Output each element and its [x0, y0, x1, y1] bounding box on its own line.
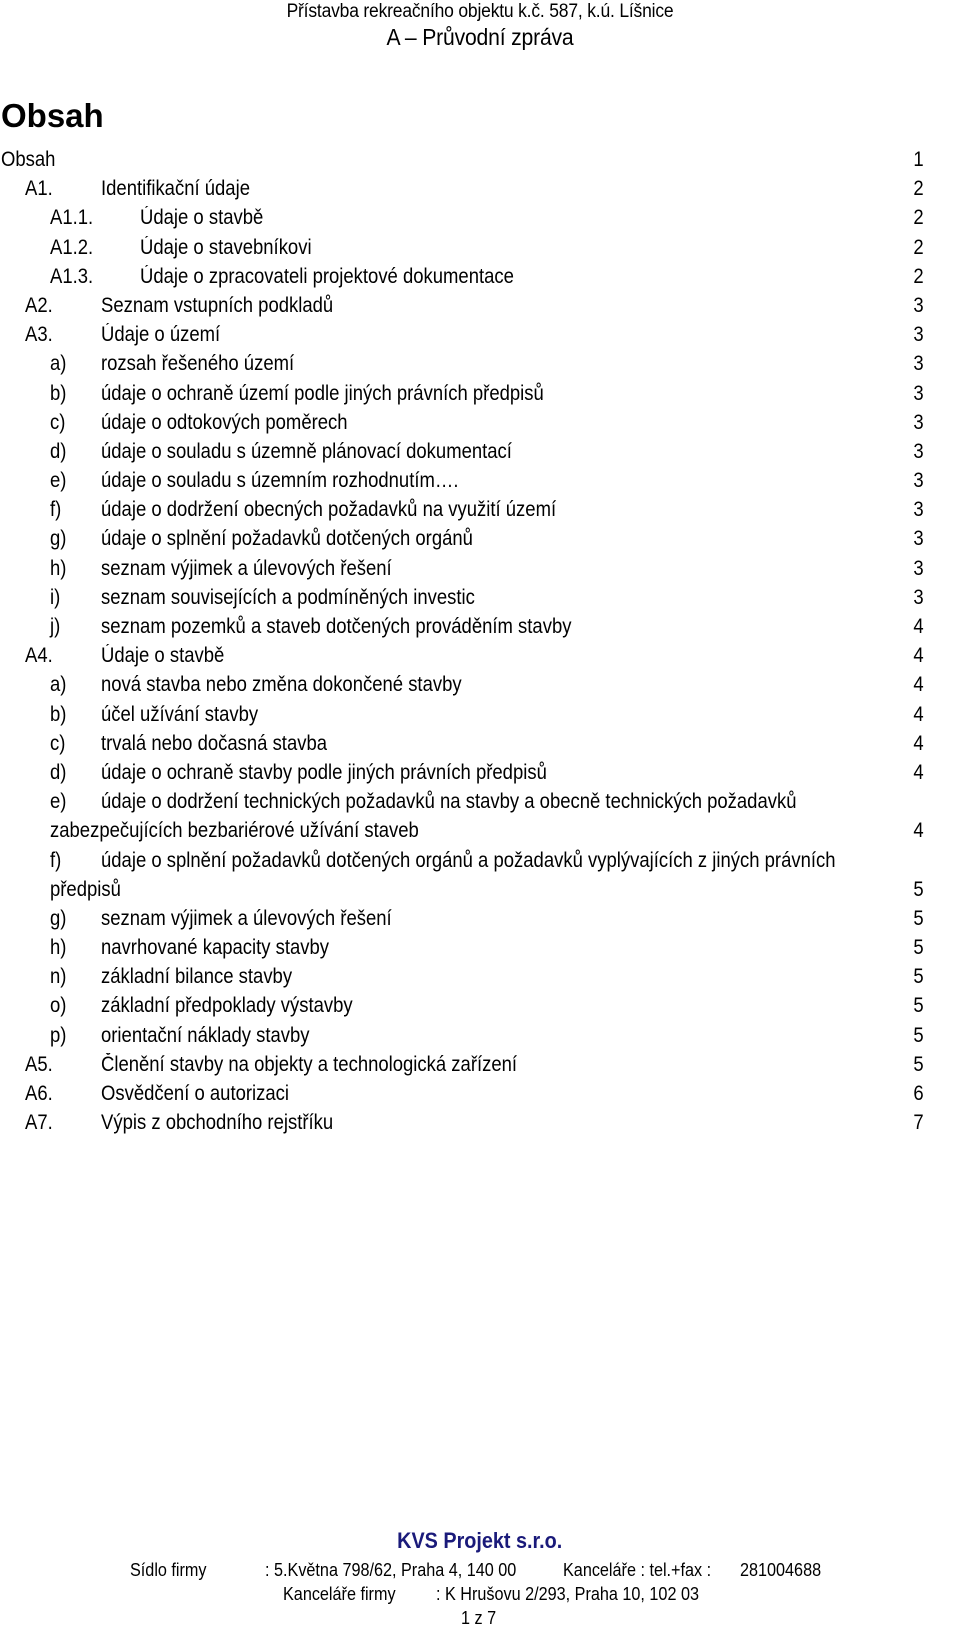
- toc-entry: [0, 991, 960, 1020]
- page-number: 1 z 7: [461, 1608, 497, 1628]
- toc-entry: [0, 174, 960, 203]
- toc-entry-title: předpisů: [50, 877, 121, 901]
- toc-entry: [0, 466, 960, 495]
- toc-entry-page: 3: [913, 293, 924, 317]
- toc-entry: [0, 583, 960, 612]
- toc-entry-number: e): [50, 469, 67, 493]
- toc-entry-title: Údaje o zpracovateli projektové dokumentace: [140, 264, 514, 288]
- footer-office-phone: 281004688: [740, 1560, 822, 1580]
- toc-entry: [0, 904, 960, 933]
- toc-entry-number: A1.: [25, 177, 53, 201]
- toc-entry: [0, 495, 960, 524]
- toc-entry-page: 4: [913, 615, 924, 638]
- toc-entry-page: 3: [913, 410, 924, 434]
- toc-entry: [0, 670, 960, 699]
- toc-entry-page: 4: [913, 644, 924, 668]
- toc-entry: [0, 233, 960, 262]
- toc-entry-title: údaje o souladu s územním rozhodnutím….: [101, 469, 459, 493]
- toc-entry: [0, 612, 960, 641]
- toc-entry: [0, 524, 960, 553]
- toc-entry-title: Členění stavby na objekty a technologická zařízení: [101, 1052, 518, 1076]
- toc-entry-page: 5: [913, 994, 924, 1018]
- toc-entry-number: c): [50, 731, 66, 755]
- toc-entry: [0, 1108, 960, 1137]
- footer-office-label: Kanceláře firmy: [283, 1584, 396, 1604]
- toc-entry-number: a): [50, 673, 67, 697]
- toc-entry: [0, 408, 960, 437]
- toc-entry-title: Údaje o území: [101, 323, 221, 347]
- toc-entry-page: 5: [913, 906, 924, 930]
- toc-entry: [0, 379, 960, 408]
- toc-entry-number: f): [50, 498, 62, 522]
- toc-entry: [0, 1021, 960, 1050]
- toc-entry: [0, 291, 960, 320]
- toc-entry-number: A6.: [25, 1082, 53, 1105]
- toc-entry-page: 2: [913, 235, 924, 259]
- toc-entry: [0, 203, 960, 232]
- toc-entry-number: g): [50, 906, 67, 930]
- toc-entry: [0, 641, 960, 670]
- toc-entry-number: A4.: [25, 644, 53, 668]
- toc-entry-page: 3: [913, 439, 924, 463]
- toc-entry-title: údaje o splnění požadavků dotčených orgánů: [101, 527, 473, 551]
- page-title: Obsah: [1, 97, 104, 134]
- toc-entry-number: h): [50, 936, 67, 960]
- toc-entry-page: 1: [913, 148, 924, 171]
- toc-entry-number: g): [50, 527, 67, 551]
- toc-entry-page: 2: [913, 264, 924, 288]
- footer-seat-address: : 5.Května 798/62, Praha 4, 140 00: [265, 1560, 517, 1580]
- toc-entry-title: účel užívání stavby: [101, 702, 259, 726]
- toc-entry-number: h): [50, 556, 67, 580]
- toc-entry-number: A1.1.: [50, 206, 94, 230]
- toc-entry-page: 7: [913, 1111, 924, 1135]
- toc-entry-page: 3: [913, 585, 924, 609]
- toc-entry-title: Výpis z obchodního rejstříku: [101, 1111, 334, 1135]
- toc-entry-title: Seznam vstupních podkladů: [101, 293, 334, 317]
- toc-entry-number: d): [50, 760, 67, 784]
- toc-entry-title: údaje o ochraně stavby podle jiných právních předpisů: [101, 760, 547, 784]
- toc-entry-page: 4: [913, 731, 924, 755]
- toc-entry-title: údaje o splnění požadavků dotčených orgánů a požadavků vyplývajících z jiných právních: [101, 848, 836, 872]
- toc-entry-number: n): [50, 965, 67, 989]
- toc-entry-number: A1.3.: [50, 264, 94, 288]
- toc-entry: [0, 145, 960, 174]
- toc-entry-title: seznam výjimek a úlevových řešení: [101, 556, 392, 580]
- toc-entry-title: Údaje o stavebníkovi: [140, 235, 312, 259]
- toc-entry: [0, 1050, 960, 1079]
- toc-entry-number: f): [50, 848, 62, 872]
- toc-entry-page: 3: [913, 323, 924, 347]
- toc-entry: [0, 320, 960, 349]
- toc-entry-title: seznam pozemků a staveb dotčených prováděním stavby: [101, 615, 572, 638]
- toc-entry-title: údaje o odtokových poměrech: [101, 410, 348, 434]
- toc-entry: [0, 700, 960, 729]
- toc-entry-title: Osvědčení o autorizaci: [101, 1082, 289, 1105]
- toc-entry: [0, 787, 960, 816]
- toc-entry: [0, 554, 960, 583]
- toc-entry: [0, 875, 960, 904]
- toc-entry-page: 3: [913, 352, 924, 376]
- footer-office-phone-label: Kanceláře : tel.+fax :: [563, 1560, 712, 1580]
- toc-entry-number: j): [50, 615, 61, 638]
- toc-entry: [0, 729, 960, 758]
- toc-entry-page: 3: [913, 381, 924, 405]
- toc-entry-title: navrhované kapacity stavby: [101, 936, 330, 960]
- toc-entry: [0, 437, 960, 466]
- toc-entry-number: i): [50, 585, 61, 609]
- toc-entry-page: 5: [913, 936, 924, 960]
- toc-entry-title: údaje o dodržení obecných požadavků na využití území: [101, 498, 557, 522]
- toc-entry-number: A7.: [25, 1111, 53, 1135]
- toc-entry-page: 2: [913, 177, 924, 201]
- toc-entry-page: 4: [913, 702, 924, 726]
- toc-entry-number: A3.: [25, 323, 53, 347]
- toc-entry-number: p): [50, 1023, 67, 1047]
- toc-entry-page: 5: [913, 877, 924, 901]
- toc-entry-title: seznam výjimek a úlevových řešení: [101, 906, 392, 930]
- toc-entry-page: 6: [913, 1082, 924, 1105]
- footer-seat-label: Sídlo firmy: [130, 1560, 207, 1580]
- toc-entry-title: seznam souvisejících a podmíněných investic: [101, 585, 475, 609]
- toc-entry-page: 4: [913, 673, 924, 697]
- toc-entry-page: 5: [913, 1023, 924, 1047]
- toc-entry-number: Obsah: [1, 148, 56, 171]
- toc-entry: [0, 349, 960, 378]
- toc-entry-number: d): [50, 439, 67, 463]
- header-project-title: Přístavba rekreačního objektu k.č. 587, k.ú. Líšnice: [286, 1, 674, 22]
- toc-entry-number: o): [50, 994, 67, 1018]
- toc-entry: [0, 1079, 960, 1108]
- toc-entry-title: Údaje o stavbě: [140, 206, 264, 230]
- toc-entry-title: Identifikační údaje: [101, 177, 250, 201]
- toc-entry-number: b): [50, 381, 67, 405]
- toc-entry: [0, 933, 960, 962]
- toc-entry-page: 5: [913, 1052, 924, 1076]
- toc-entry-title: údaje o dodržení technických požadavků na stavby a obecně technických požadavků: [101, 790, 797, 814]
- toc-entry-page: 3: [913, 556, 924, 580]
- toc-entry-number: A5.: [25, 1052, 53, 1076]
- toc-entry: [0, 262, 960, 291]
- toc-entry-number: e): [50, 790, 67, 814]
- toc-entry-title: trvalá nebo dočasná stavba: [101, 731, 328, 755]
- footer-office-address: : K Hrušovu 2/293, Praha 10, 102 03: [436, 1584, 699, 1604]
- toc-entry-title: údaje o ochraně území podle jiných právních předpisů: [101, 381, 544, 405]
- toc-entry-number: A1.2.: [50, 235, 94, 259]
- toc-entry-title: Údaje o stavbě: [101, 644, 225, 668]
- toc-entry: [0, 758, 960, 787]
- toc-entry-page: 3: [913, 469, 924, 493]
- toc-entry-title: základní bilance stavby: [101, 965, 293, 989]
- toc-entry-number: c): [50, 410, 66, 434]
- toc-entry-page: 4: [913, 760, 924, 784]
- toc-entry-title: údaje o souladu s územně plánovací dokumentací: [101, 439, 512, 463]
- toc-entry-page: 4: [913, 819, 924, 843]
- toc-entry-number: a): [50, 352, 67, 376]
- toc-entry-page: 2: [913, 206, 924, 230]
- toc-entry: [0, 846, 960, 875]
- header-section-title: A – Průvodní zpráva: [386, 24, 574, 50]
- toc-entry-title: nová stavba nebo změna dokončené stavby: [101, 673, 462, 697]
- toc-entry: [0, 816, 960, 845]
- toc-entry-title: orientační náklady stavby: [101, 1023, 310, 1047]
- toc-entry-page: 3: [913, 527, 924, 551]
- toc-entry-title: rozsah řešeného území: [101, 352, 295, 376]
- toc-entry: [0, 962, 960, 991]
- footer-company-name: KVS Projekt s.r.o.: [397, 1528, 563, 1553]
- toc-entry-title: základní předpoklady výstavby: [101, 994, 353, 1018]
- toc-entry-page: 3: [913, 498, 924, 522]
- toc-entry-number: A2.: [25, 293, 53, 317]
- toc-entry-page: 5: [913, 965, 924, 989]
- toc-entry-title: zabezpečujících bezbariérové užívání staveb: [50, 819, 419, 843]
- toc-entry-number: b): [50, 702, 67, 726]
- table-of-contents: [0, 145, 960, 1137]
